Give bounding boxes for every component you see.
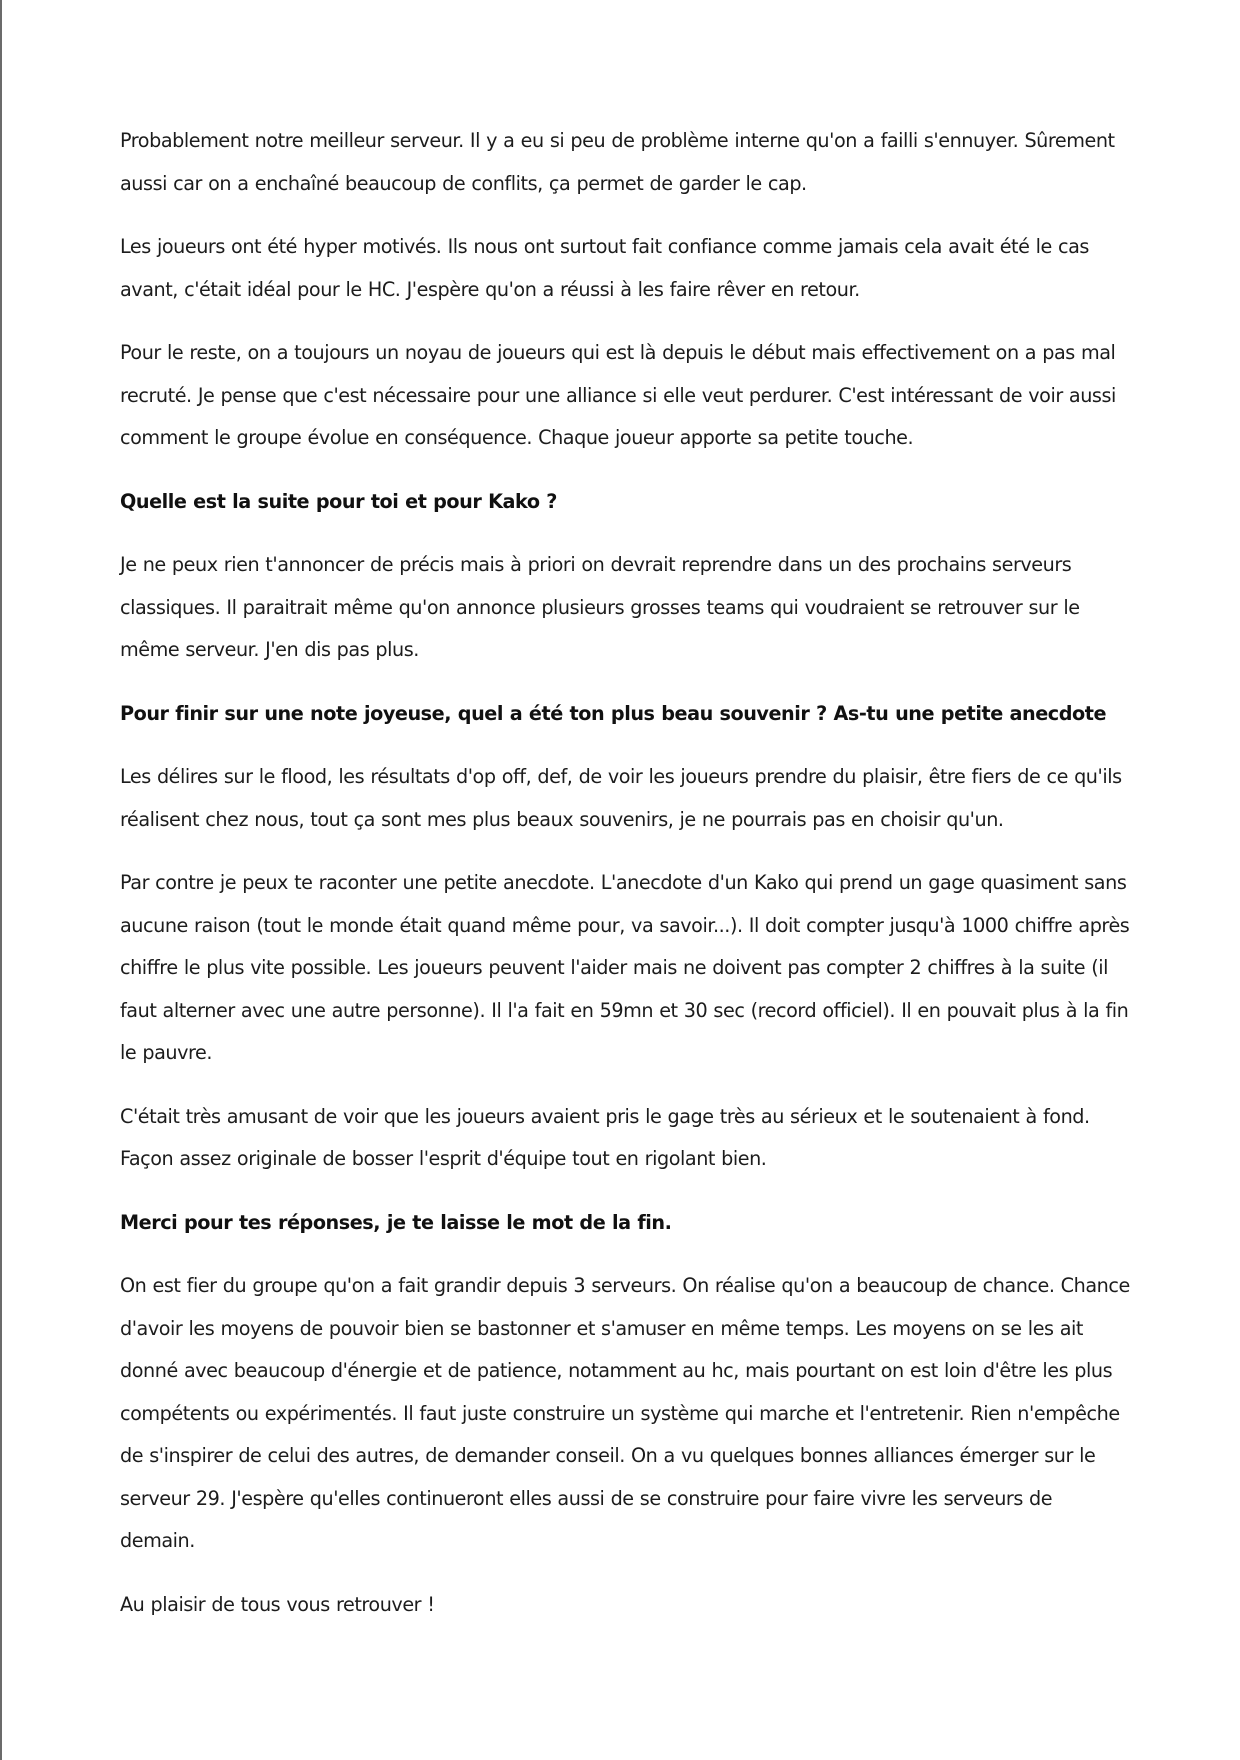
answer-paragraph: Je ne peux rien t'annoncer de précis mais à priori on devrait reprendre dans un des prochains serveurs classiques. Il paraitrait même qu'on annonce plusieurs grosses teams qui voudraient se retrouver sur le même serveur. J'en dis pas plus. — [120, 553, 1080, 661]
answer-paragraph: Les délires sur le flood, les résultats d'op off, def, de voir les joueurs prendre du plaisir, être fiers de ce qu'ils réalisent chez nous, tout ça sont mes plus beaux souvenirs, je ne pourrais pas en choisir qu'un. — [120, 765, 1122, 831]
answer-paragraph: C'était très amusant de voir que les joueurs avaient pris le gage très au sérieux et le soutenaient à fond. Façon assez originale de bosser l'esprit d'équipe tout en rigolant bien. — [120, 1104, 1090, 1170]
article-body — [120, 120, 1130, 1647]
interview-question: Pour finir sur une note joyeuse, quel a été ton plus beau souvenir ? As-tu une petite anecdote — [120, 701, 1107, 725]
answer-paragraph: Par contre je peux te raconter une petite anecdote. L'anecdote d'un Kako qui prend un gage quasiment sans aucune raison (tout le monde était quand même pour, va savoir...). Il doit compter jusqu'à 1000 chiffre après chiffre le plus vite possible. Les joueurs peuvent l'aider mais ne doivent pas compter 2 chiffres à la suite (il faut alterner avec une autre personne). Il l'a fait en 59mn et 30 sec (record officiel). Il en pouvait plus à la fin le pauvre. — [120, 871, 1130, 1064]
interview-question: Quelle est la suite pour toi et pour Kako ? — [120, 489, 557, 513]
answer-paragraph: Les joueurs ont été hyper motivés. Ils nous ont surtout fait confiance comme jamais cela avait été le cas avant, c'était idéal pour le HC. J'espère qu'on a réussi à les faire rêver en retour. — [120, 235, 1089, 301]
closing-line: Au plaisir de tous vous retrouver ! — [120, 1592, 435, 1616]
answer-paragraph: Probablement notre meilleur serveur. Il y a eu si peu de problème interne qu'on a failli s'ennuyer. Sûrement aussi car on a enchaîné beaucoup de conflits, ça permet de garder le cap. — [120, 129, 1115, 195]
answer-paragraph: On est fier du groupe qu'on a fait grandir depuis 3 serveurs. On réalise qu'on a beaucoup de chance. Chance d'avoir les moyens de pouvoir bien se bastonner et s'amuser en même temps. Les moyens on se les ait donné avec beaucoup d'énergie et de patience, notamment au hc, mais pourtant on est loin d'être les plus compétents ou expérimentés. Il faut juste construire un système qui marche et l'entretenir. Rien n'empêche de s'inspirer de celui des autres, de demander conseil. On a vu quelques bonnes alliances émerger sur le serveur 29. J'espère qu'elles continueront elles aussi de se construire pour faire vivre les serveurs de demain. — [120, 1274, 1130, 1552]
interview-question: Merci pour tes réponses, je te laisse le mot de la fin. — [120, 1210, 672, 1234]
answer-paragraph: Pour le reste, on a toujours un noyau de joueurs qui est là depuis le début mais effectivement on a pas mal recruté. Je pense que c'est nécessaire pour une alliance si elle veut perdurer. C'est intéressant de voir aussi comment le groupe évolue en conséquence. Chaque joueur apporte sa petite touche. — [120, 341, 1116, 449]
